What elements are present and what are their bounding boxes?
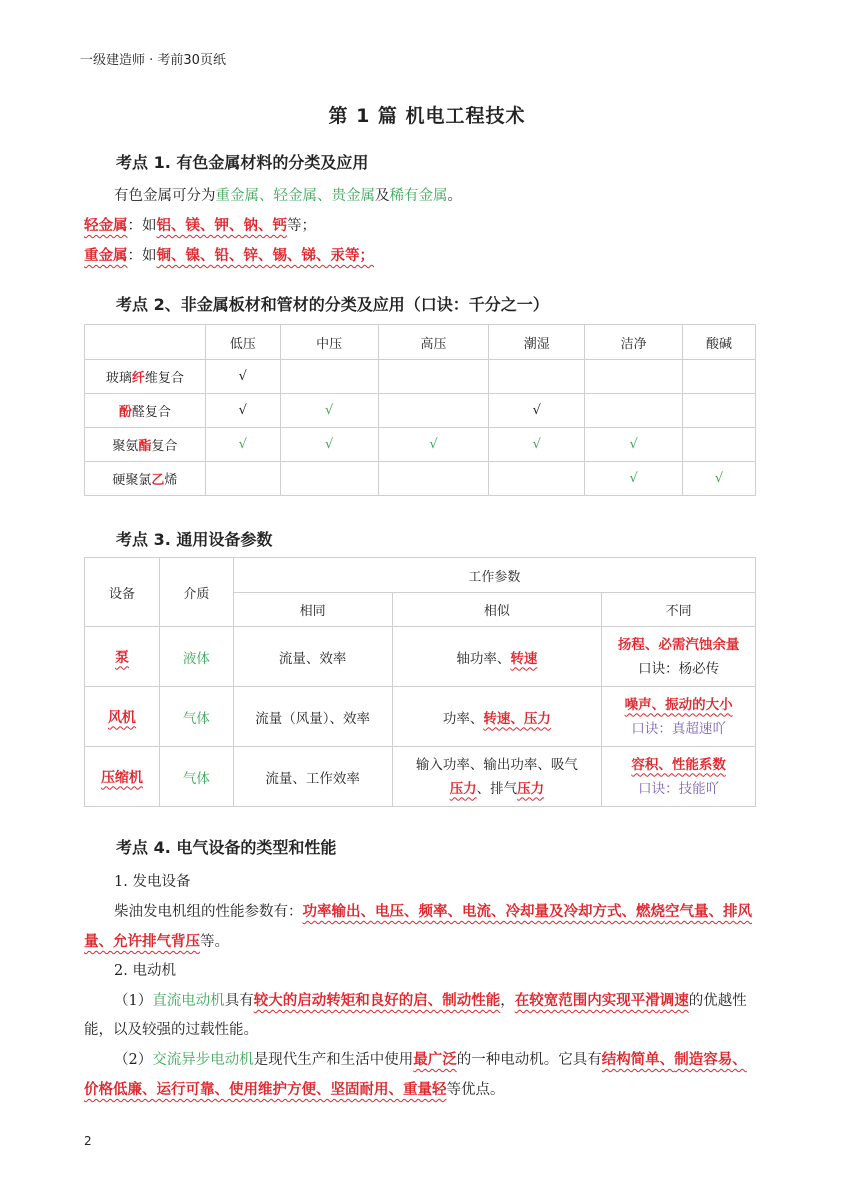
check-cell: √ xyxy=(378,428,489,462)
column-header: 潮湿 xyxy=(489,325,585,360)
paragraph xyxy=(84,986,756,1045)
text-red: 转速、压力 xyxy=(483,710,551,727)
device-cell xyxy=(85,687,160,747)
light-metal-label: 轻金属 xyxy=(84,217,128,234)
text: 聚氨 xyxy=(112,439,139,454)
text-red: 酯 xyxy=(138,439,152,454)
check-cell: √ xyxy=(489,394,585,428)
table-row xyxy=(85,428,756,462)
section-heading-4: 考点 4. 电气设备的类型和性能 xyxy=(116,838,337,857)
check-cell xyxy=(683,394,756,428)
light-metal-items: 铝、镁、钾、钠、钙 xyxy=(156,217,287,234)
text: 复合 xyxy=(151,439,178,454)
text: 等。 xyxy=(200,934,229,950)
diff-text: 扬程、必需汽蚀余量 xyxy=(617,636,740,653)
text-green: 重金属、轻金属、贵金属 xyxy=(215,188,375,204)
table-row xyxy=(85,360,756,394)
column-header: 高压 xyxy=(378,325,489,360)
text: 、排气 xyxy=(476,780,518,797)
check-cell xyxy=(585,360,683,394)
material-name xyxy=(85,394,206,428)
text: 等优点。 xyxy=(446,1082,505,1098)
diff-cell xyxy=(602,747,756,807)
text: 输入功率、输出功率、吸气 xyxy=(415,756,578,773)
table-header-row xyxy=(85,558,756,593)
device-cell xyxy=(85,747,160,807)
device-cell xyxy=(85,627,160,687)
check-cell: √ xyxy=(205,394,280,428)
column-header: 工作参数 xyxy=(233,558,755,593)
heavy-metal-label: 重金属 xyxy=(84,247,128,264)
column-header: 中压 xyxy=(280,325,378,360)
text: （1） xyxy=(114,993,153,1009)
material-name xyxy=(85,462,206,496)
text: 醛复合 xyxy=(131,405,171,420)
nonmetal-table xyxy=(84,324,756,496)
check-cell: √ xyxy=(683,462,756,496)
subheading: 1. 发电设备 xyxy=(114,874,191,890)
check-cell xyxy=(280,360,378,394)
column-header: 介质 xyxy=(159,558,233,627)
diff-text: 噪声、振动的大小 xyxy=(624,696,733,713)
text-red: 压力 xyxy=(449,780,477,797)
check-cell: √ xyxy=(489,428,585,462)
check-cell: √ xyxy=(280,428,378,462)
same-cell: 流量、工作效率 xyxy=(233,747,392,807)
text: 维复合 xyxy=(144,371,184,386)
text: 烯 xyxy=(164,473,178,488)
text-red: 在较宽范围内实现平滑 xyxy=(514,992,660,1009)
paragraph xyxy=(84,1045,756,1105)
text: 轴功率、 xyxy=(456,650,511,667)
check-cell xyxy=(683,428,756,462)
column-header: 设备 xyxy=(85,558,160,627)
text-red: 压力 xyxy=(517,780,545,797)
page-header: 一级建造师 · 考前30页纸 xyxy=(80,53,226,68)
text: 具有 xyxy=(224,993,254,1009)
text-green: 稀有金属 xyxy=(389,188,448,204)
similar-cell xyxy=(392,627,602,687)
text-red: 制造容易、价格低廉、运行可靠、使用维护方便、坚固耐用、重量轻 xyxy=(84,1051,747,1098)
section-4-body xyxy=(84,868,756,1105)
diff-text: 容积、性能系数 xyxy=(631,756,726,773)
mnemonic-text: 口诀：杨必传 xyxy=(638,660,720,677)
text: ：如 xyxy=(127,248,157,264)
check-cell: √ xyxy=(585,462,683,496)
table-header-row xyxy=(85,325,756,360)
text: 功率、 xyxy=(442,710,484,727)
page-number: 2 xyxy=(84,1134,92,1148)
device-name: 压缩机 xyxy=(100,769,143,786)
text-red: 结构简单、 xyxy=(601,1051,675,1068)
s1-line-2 xyxy=(84,211,756,241)
similar-cell xyxy=(392,687,602,747)
heavy-metal-items: 铜、镍、铅、锌、锡、锑、汞等； xyxy=(156,247,374,264)
check-cell xyxy=(489,462,585,496)
mnemonic-text: 口诀：技能吖 xyxy=(638,780,720,797)
text: 是现代生产和生活中使用 xyxy=(253,1052,414,1068)
text-red: 最广泛 xyxy=(413,1051,457,1068)
s1-line-3 xyxy=(84,241,756,271)
device-name: 风机 xyxy=(107,709,136,726)
column-header: 相似 xyxy=(392,593,602,627)
similar-cell xyxy=(392,747,602,807)
text: （2） xyxy=(114,1052,153,1068)
table-row xyxy=(85,687,756,747)
check-cell: √ xyxy=(205,360,280,394)
check-cell: √ xyxy=(585,428,683,462)
material-name xyxy=(85,428,206,462)
text-red: 转速 xyxy=(510,650,538,667)
material-name xyxy=(85,360,206,394)
text-green: 直流电动机 xyxy=(152,993,225,1009)
text-red: 乙 xyxy=(151,473,165,488)
text: ：如 xyxy=(127,218,157,234)
check-cell: √ xyxy=(280,394,378,428)
text: 柴油发电机组的性能参数有： xyxy=(114,904,303,920)
check-cell xyxy=(378,462,489,496)
column-header xyxy=(85,325,206,360)
text-red: 功率输出、电压、频率、电流、冷却量及冷却方式、燃烧 xyxy=(302,903,665,920)
text: 硬聚氯 xyxy=(112,473,152,488)
check-cell xyxy=(683,360,756,394)
paragraph xyxy=(84,897,756,957)
column-header: 低压 xyxy=(205,325,280,360)
check-cell xyxy=(378,394,489,428)
check-cell xyxy=(280,462,378,496)
text: 玻璃 xyxy=(105,371,132,386)
table-row xyxy=(85,627,756,687)
medium-cell: 气体 xyxy=(159,687,233,747)
diff-cell xyxy=(602,627,756,687)
text-red: 纤 xyxy=(131,371,145,386)
check-cell xyxy=(205,462,280,496)
text: 及 xyxy=(375,188,390,204)
column-header: 洁净 xyxy=(585,325,683,360)
column-header: 不同 xyxy=(602,593,756,627)
text: 的一种电动机。它具有 xyxy=(456,1052,602,1068)
page-title: 第 1 篇 机电工程技术 xyxy=(328,105,526,127)
table-row xyxy=(85,394,756,428)
device-name: 泵 xyxy=(114,649,129,666)
medium-cell: 液体 xyxy=(159,627,233,687)
s1-line-1 xyxy=(84,182,756,211)
text: 有色金属可分为 xyxy=(114,188,216,204)
table-row xyxy=(85,747,756,807)
column-header: 相同 xyxy=(233,593,392,627)
check-cell: √ xyxy=(205,428,280,462)
text-red: 调速 xyxy=(659,992,689,1009)
text: 等； xyxy=(287,218,316,234)
table-row xyxy=(85,462,756,496)
section-heading-3: 考点 3. 通用设备参数 xyxy=(116,530,273,549)
section-1-body xyxy=(84,182,756,271)
column-header: 酸碱 xyxy=(683,325,756,360)
text-red: 空气量、排风量、允许排气背压 xyxy=(84,903,752,950)
check-cell xyxy=(585,394,683,428)
same-cell: 流量、效率 xyxy=(233,627,392,687)
text-red: 较大的启动转矩和良好的启、制动性能 xyxy=(253,992,501,1009)
same-cell: 流量（风量）、效率 xyxy=(233,687,392,747)
text: ， xyxy=(500,993,515,1009)
check-cell xyxy=(489,360,585,394)
medium-cell: 气体 xyxy=(159,747,233,807)
diff-cell xyxy=(602,687,756,747)
section-heading-1: 考点 1. 有色金属材料的分类及应用 xyxy=(116,153,369,172)
text-green: 交流异步电动机 xyxy=(152,1052,254,1068)
text: 的优越性能，以及较强的过载性能。 xyxy=(84,993,747,1038)
equipment-table xyxy=(84,557,756,807)
section-heading-2: 考点 2、非金属板材和管材的分类及应用（口诀：千分之一） xyxy=(116,295,549,314)
check-cell xyxy=(378,360,489,394)
mnemonic-text: 口诀：真超速吖 xyxy=(631,720,726,737)
text: 。 xyxy=(447,188,462,204)
subheading: 2. 电动机 xyxy=(114,963,176,979)
text-red: 酚 xyxy=(118,405,132,420)
